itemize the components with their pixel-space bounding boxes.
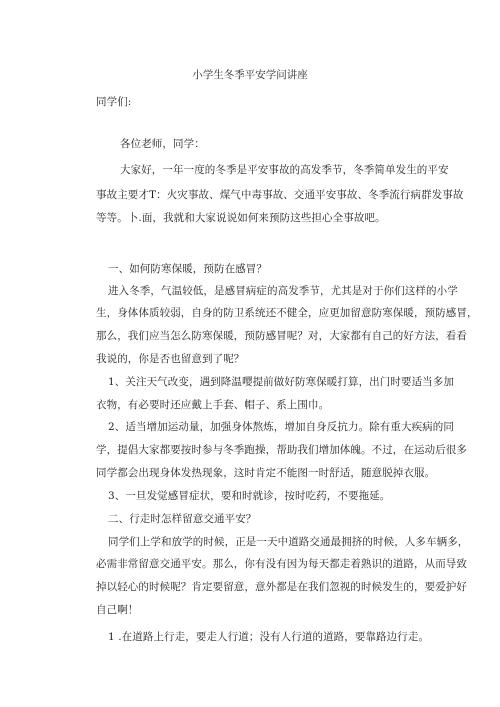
paragraph-line: 必需非常留意交通平安。那么，你有没有因为每天都走着熟识的道路，从而导致 bbox=[96, 558, 467, 570]
section-heading: 一、如何防寒保暖，预防在感冒？ bbox=[108, 263, 267, 275]
salutation-line: 各位老师，同学： bbox=[120, 138, 205, 150]
paragraph-line: 进入冬季，气温较低，是感冒病症的高发季节，尤其是对于你们这样的小学 bbox=[108, 285, 458, 297]
paragraph-line: 等等。卜.面，我就和大家说说如何来预防这些担心全事故吧。 bbox=[96, 212, 386, 224]
paragraph-line: 同学们上学和放学的时候，正是一天中道路交通最拥挤的时候，人多车辆多， bbox=[108, 536, 469, 548]
list-item-line: 1 .在道路上行走，要走人行道；没有人行道的道路，要靠路边行走。 bbox=[108, 631, 430, 643]
paragraph-line: 生，身体体质较弱，自身的防卫系统还不健全，应更加留意防寒保暖，预防感冒， bbox=[96, 307, 478, 319]
paragraph-line: 事故主要才T：火灾事故、煤气中毒事故、交通平安事故、冬季流行病群发事故 bbox=[96, 189, 464, 201]
list-item-line: 1、关注天气改变，遇到降温嘤提前做好防寒保暖打算，出门时要适当多加 bbox=[108, 376, 454, 388]
section-heading: 二、行走时怎样留意交通平安？ bbox=[108, 513, 257, 525]
paragraph-line: 掉以轻心的时候呢？肯定要留意，意外都是在我们忽视的时候发生的，要爱护好 bbox=[96, 581, 467, 593]
paragraph-line: 同学都会出现身体发热现象，这时肯定不能图一时舒适，随意脱掉衣服。 bbox=[96, 467, 436, 479]
paragraph-line: 学，提倡大家都要按时参与冬季跑操，帮助我们增加体魄。不过，在运动后很多 bbox=[96, 444, 467, 456]
paragraph-line: 衣物，有必要时还应戴上手套、帽子、系上围巾。 bbox=[96, 399, 330, 411]
document-title: 小学生冬季平安学问讲座 bbox=[192, 69, 308, 81]
greeting-line: 同学们: bbox=[96, 96, 132, 108]
list-item-line: 3、一旦发觉感冒症状，要和时就诊，按时吃药，不要拖延。 bbox=[108, 490, 391, 502]
list-item-line: 2、适当增加运动量，加强身体熬炼，增加自身反抗力。除有重大疾病的同 bbox=[108, 421, 454, 433]
paragraph-line: 我说的，你是否也留意到了呢？ bbox=[96, 353, 245, 365]
paragraph-line: 那么，我们应当怎么防寒保暖，预防感冒呢？对，大家都有自己的好方法，看看 bbox=[96, 330, 467, 342]
paragraph-line: 自己啊！ bbox=[96, 604, 139, 616]
paragraph-line: 大家好，一年一度的冬季是平安事故的高发季节，冬季简单发生的平安 bbox=[120, 164, 449, 176]
